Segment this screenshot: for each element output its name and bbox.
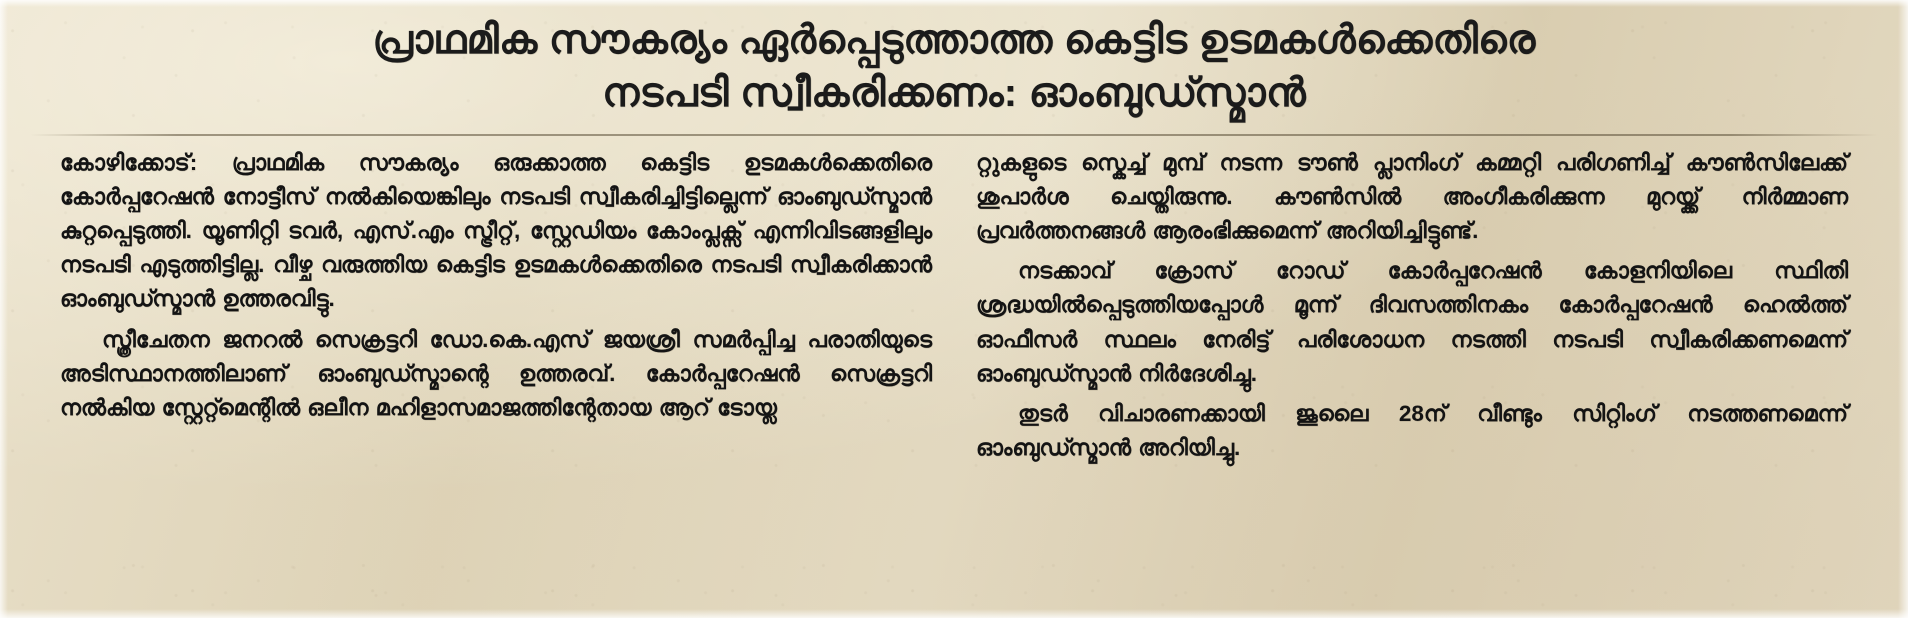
article-paragraph bbox=[60, 146, 932, 317]
headline bbox=[30, 14, 1878, 120]
headline-line-1: പ്രാഥമിക സൗകര്യം ഏർപ്പെടുത്താത്ത കെട്ടിട ഉടമകൾക്കെതിരെ bbox=[372, 18, 1536, 62]
dateline: കോഴിക്കോട്: bbox=[60, 149, 198, 175]
article-column-left bbox=[60, 146, 932, 466]
article-paragraph: നടക്കാവ് ക്രോസ് റോഡ് കോർപ്പറേഷൻ കോളനിയിലെ സ്ഥിതി ശ്രദ്ധയിൽപ്പെടുത്തിയപ്പോൾ മൂന്ന് ദിവസത്തിനകം കോർപ്പറേഷൻ ഹെൽത്ത് ഓഫീസർ സ്ഥലം നേരിട്ട് പരിശോധന നടത്തി നടപടി സ്വീകരിക്കണമെന്ന് ഓംബുഡ്സ്മാൻ നിർദേശിച്ചു. bbox=[976, 258, 1848, 386]
article-columns bbox=[30, 146, 1878, 466]
article-paragraph: തുടർ വിചാരണക്കായി ജൂലൈ 28ന് വീണ്ടും സിറ്റിംഗ് നടത്തണമെന്ന് ഓംബുഡ്സ്മാൻ അറിയിച്ചു. bbox=[976, 400, 1848, 461]
paragraph-text: പ്രാഥമിക സൗകര്യം ഒരുക്കാത്ത കെട്ടിട ഉടമകൾക്കെതിരെ കോർപ്പറേഷൻ നോട്ടീസ് നൽകിയെങ്കിലും നടപടി സ്വീകരിച്ചിട്ടില്ലെന്ന് ഓംബുഡ്സ്മാൻ കുറ്റപ്പെടുത്തി. യൂണിറ്റി ടവർ, എസ്.എം സ്ട്രീറ്റ്, സ്റ്റേഡിയം കോംപ്ലക്സ് എന്നിവിടങ്ങളിലും നടപടി എടുത്തിട്ടില്ല. വീഴ്ച വരുത്തിയ കെട്ടിട ഉടമകൾക്കെതിരെ നടപടി സ്വീകരിക്കാൻ ഓംബുഡ്സ്മാൻ ഉത്തരവിട്ടു. bbox=[60, 149, 932, 312]
article-paragraph: റ്റുകളുടെ സ്കെച്ച് മുമ്പ് നടന്ന ടൗൺ പ്ലാനിംഗ് കമ്മറ്റി പരിഗണിച്ച് കൗൺസിലേക്ക് ശുപാർശ ചെയ്തിരുന്നു. കൗൺസിൽ അംഗീകരിക്കുന്ന മുറയ്ക്ക് നിർമ്മാണ പ്രവർത്തനങ്ങൾ ആരംഭിക്കുമെന്ന് അറിയിച്ചിട്ടുണ്ട്. bbox=[976, 149, 1848, 243]
article-column-right bbox=[976, 146, 1848, 466]
headline-divider bbox=[30, 134, 1878, 136]
headline-line-2: നടപടി സ്വീകരിക്കണം: ഓംബുഡ്സ്മാൻ bbox=[602, 70, 1306, 115]
article-paragraph: സ്ത്രീചേതന ജനറൽ സെക്രട്ടറി ഡോ.കെ.എസ് ജയശ്രീ സമർപ്പിച്ച പരാതിയുടെ അടിസ്ഥാനത്തിലാണ് ഓംബുഡ്സ്മാന്റെ ഉത്തരവ്. കോർപ്പറേഷൻ സെക്രട്ടറി നൽകിയ സ്റ്റേറ്റ്മെന്റിൽ ഒലീന മഹിളാസമാജത്തിന്റേതായ ആറ് ടോയ്ല bbox=[60, 326, 932, 420]
